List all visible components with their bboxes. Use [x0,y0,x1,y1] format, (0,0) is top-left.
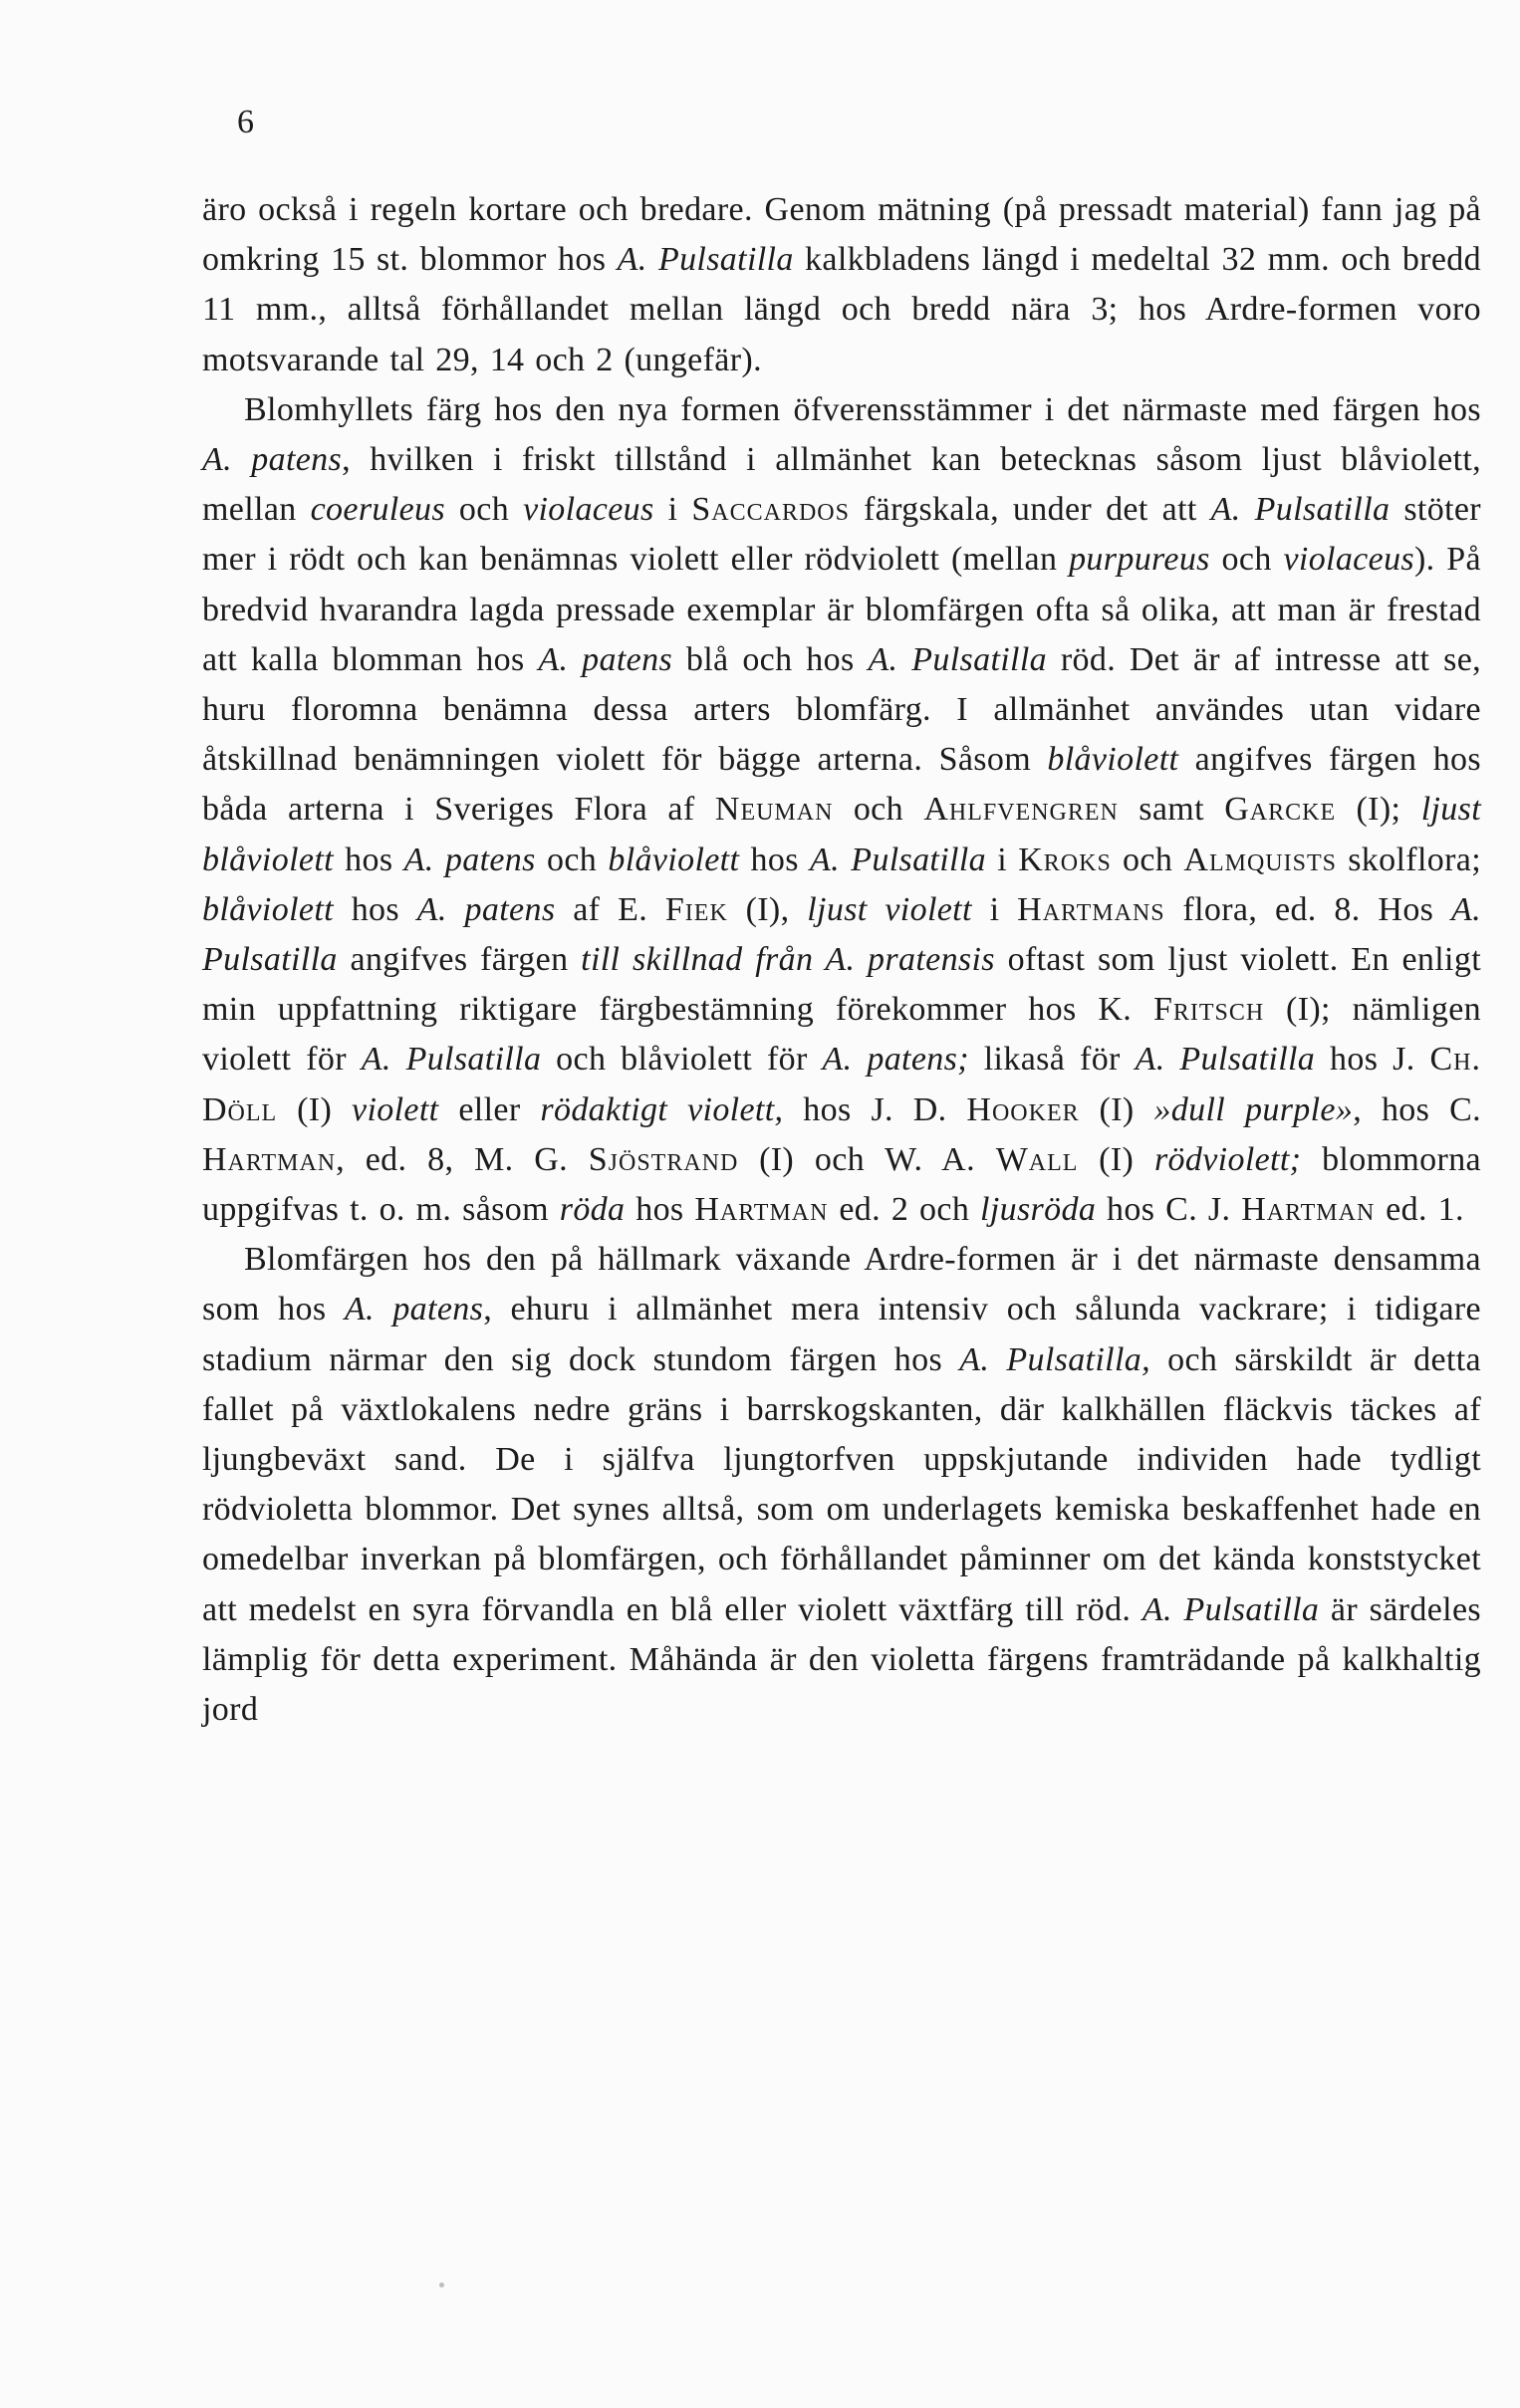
text-run: skolflora; [1337,841,1482,878]
text-run: (I), [727,890,808,928]
italic-run: A. patens; [822,1041,969,1079]
small-caps-name: Ahlfvengren [923,791,1119,829]
italic-run: A. patens [403,841,536,878]
text-run: af E. [555,890,665,928]
text-run: (I); [1336,791,1421,829]
text-run: blå och hos [672,640,869,678]
italic-run: A. patens [202,441,343,479]
small-caps-name: Almquists [1183,841,1337,878]
italic-run: purpureus [1069,541,1210,579]
text-run: stöter mer i rödt och kan benämnas violett eller rödviolett (mellan [202,491,1481,579]
small-caps-name: Wall [995,1140,1079,1178]
small-caps-name: Sjöstrand [588,1140,739,1178]
italic-run: blåviolett [608,841,740,878]
small-caps-name: Hooker [966,1090,1080,1128]
text-run: , hos C. [1353,1090,1482,1128]
italic-run: »dull purple» [1153,1090,1354,1128]
italic-run: A. patens [416,890,556,928]
text-run: angifves färgen hos båda arterna i Sveriges Flora af [202,741,1481,829]
italic-run: A. Pulsatilla [617,241,794,279]
italic-run: violaceus [523,491,654,529]
small-caps-name: Fritsch [1152,991,1265,1029]
text-run: kalkbladens längd i medeltal 32 mm. och bredd 11 mm., alltså förhållandet mellan längd och bredd nära 3; hos Ardre-formen voro motsvarande tal 29, 14 och 2 (ungefär). [202,241,1481,378]
text-run: blommorna uppgifvas t. o. m. såsom [202,1140,1481,1229]
italic-run: röda [559,1191,626,1229]
text-run: är särdeles lämplig för detta experiment. Måhända är den violetta färgens framträdande på kalkhaltig jord [202,1590,1481,1729]
text-run: och [1111,841,1184,878]
paragraph [202,385,1481,1235]
page-body [202,185,1481,1735]
italic-run: ljust blåviolett [202,791,1482,878]
italic-run: till skillnad från A. pratensis [581,941,995,979]
paper-speck [439,2283,444,2288]
text-run: (I) och W. A. [738,1140,996,1178]
italic-run: rödaktigt violett, [540,1090,784,1128]
italic-run: violaceus [1283,541,1414,579]
text-run: (I); nämligen violett för [202,991,1481,1079]
page-number: 6 [237,104,254,140]
text-run: eller [438,1090,541,1128]
text-run: (I) [277,1090,353,1128]
text-run: färgskala, under det att [849,491,1211,529]
small-caps-name: Fiek [664,890,728,928]
text-run: hos [333,890,417,928]
italic-run: A. Pulsatilla [1135,1041,1316,1079]
small-caps-name: Hartman [1241,1191,1376,1229]
italic-run: blåviolett [202,890,334,928]
text-run: hos J. D. [783,1090,967,1128]
italic-run: A. Pulsatilla [868,640,1047,678]
italic-run: rödviolett; [1153,1140,1302,1178]
text-run: samt [1118,791,1225,829]
text-run: Blomhyllets färg hos den nya formen öfverensstämmer i det närmaste med färgen hos [244,390,1481,428]
italic-run: A. Pulsatilla [202,890,1482,979]
small-caps-name: Hartman [694,1191,829,1229]
paragraph [202,185,1481,385]
italic-run: violett [352,1090,439,1128]
small-caps-name: Garcke [1224,791,1337,829]
text-run: och [535,841,609,878]
italic-run: A. Pulsatilla, [959,1340,1150,1378]
text-run: och blåviolett för [541,1041,823,1079]
text-run: i [653,491,692,529]
text-run: oftast som ljust violett. En enligt min uppfattning riktigare färgbestämning förekommer hos K. [202,941,1481,1029]
text-run: Blomfärgen hos den på hällmark växande Ardre-formen är i det närmaste densamma som hos [202,1241,1481,1328]
small-caps-name: Kroks [1018,841,1112,878]
text-run: hos J. [1315,1041,1430,1079]
italic-run: A. Pulsatilla [361,1041,542,1079]
text-run: och [1209,541,1284,579]
italic-run: A. Pulsatilla [1210,491,1391,529]
text-run: likaså för [968,1041,1136,1079]
text-run: angifves färgen [337,941,582,979]
text-run: hos [625,1191,695,1229]
text-run: och [444,491,524,529]
italic-run: A. patens [344,1291,484,1328]
italic-run: coeruleus [310,491,445,529]
text-run: ed. 1. [1375,1191,1464,1229]
text-run: , ehuru i allmänhet mera intensiv och sålunda vackrare; i tidigare stadium närmar den sig dock stundom färgen hos [202,1291,1481,1378]
small-caps-name: Hartman [202,1140,337,1178]
small-caps-name: Hartmans [1017,890,1165,928]
text-run: röd. Det är af intresse att se, huru floromna benämna dessa arters blomfärg. I allmänhet användes utan vidare åtskillnad benämningen violett för bägge arterna. Såsom [202,640,1482,779]
text-run: äro också i regeln kortare och bredare. Genom mätning (på pressadt material) fann jag på omkring 15 st. blommor hos [202,191,1481,279]
paragraph [202,1235,1481,1735]
italic-run: A. Pulsatilla [1141,1590,1320,1628]
italic-run: A. patens [538,640,673,678]
small-caps-name: Ch. Döll [202,1041,1481,1128]
text-run: , ed. 8, M. G. [336,1140,589,1178]
italic-run: blåviolett [1047,741,1179,779]
text-run: (I) [1079,1090,1154,1128]
text-run: flora, ed. 8. Hos [1164,890,1452,928]
italic-run: ljust violett [807,890,972,928]
small-caps-name: Neuman [714,791,834,829]
italic-run: A. Pulsatilla [810,841,986,878]
text-run: hos [333,841,404,878]
text-run: , hvilken i friskt tillstånd i allmänhet kan betecknas såsom ljust blåviolett, mellan [202,441,1482,529]
italic-run: ljusröda [980,1191,1097,1229]
text-run: i [985,841,1019,878]
text-run: och [833,791,924,829]
text-run: och särskildt är detta fallet på växtlokalens nedre gräns i barrskogskanten, där kalkhällen fläckvis täckes af ljungbeväxt sand. De i själfva ljungtorfven uppskjutande individen hade tydligt rödvioletta blommor. Det synes alltså, som om underlagets kemiska beskaffenhet hade en omedelbar inverkan på blomfärgen, och förhållandet påminner om det kända konststycket att medelst en syra förvandla en blå eller violett växtfärg till röd. [202,1340,1481,1628]
text-run: hos [739,841,811,878]
text-run: (I) [1078,1140,1154,1178]
text-run: i [971,890,1018,928]
small-caps-name: Saccardos [691,491,850,529]
text-run: hos C. J. [1096,1191,1242,1229]
text-run: ed. 2 och [828,1191,981,1229]
text-run: ). På bredvid hvarandra lagda pressade exemplar är blomfärgen ofta så olika, att man är frestad att kalla blomman hos [202,541,1481,678]
